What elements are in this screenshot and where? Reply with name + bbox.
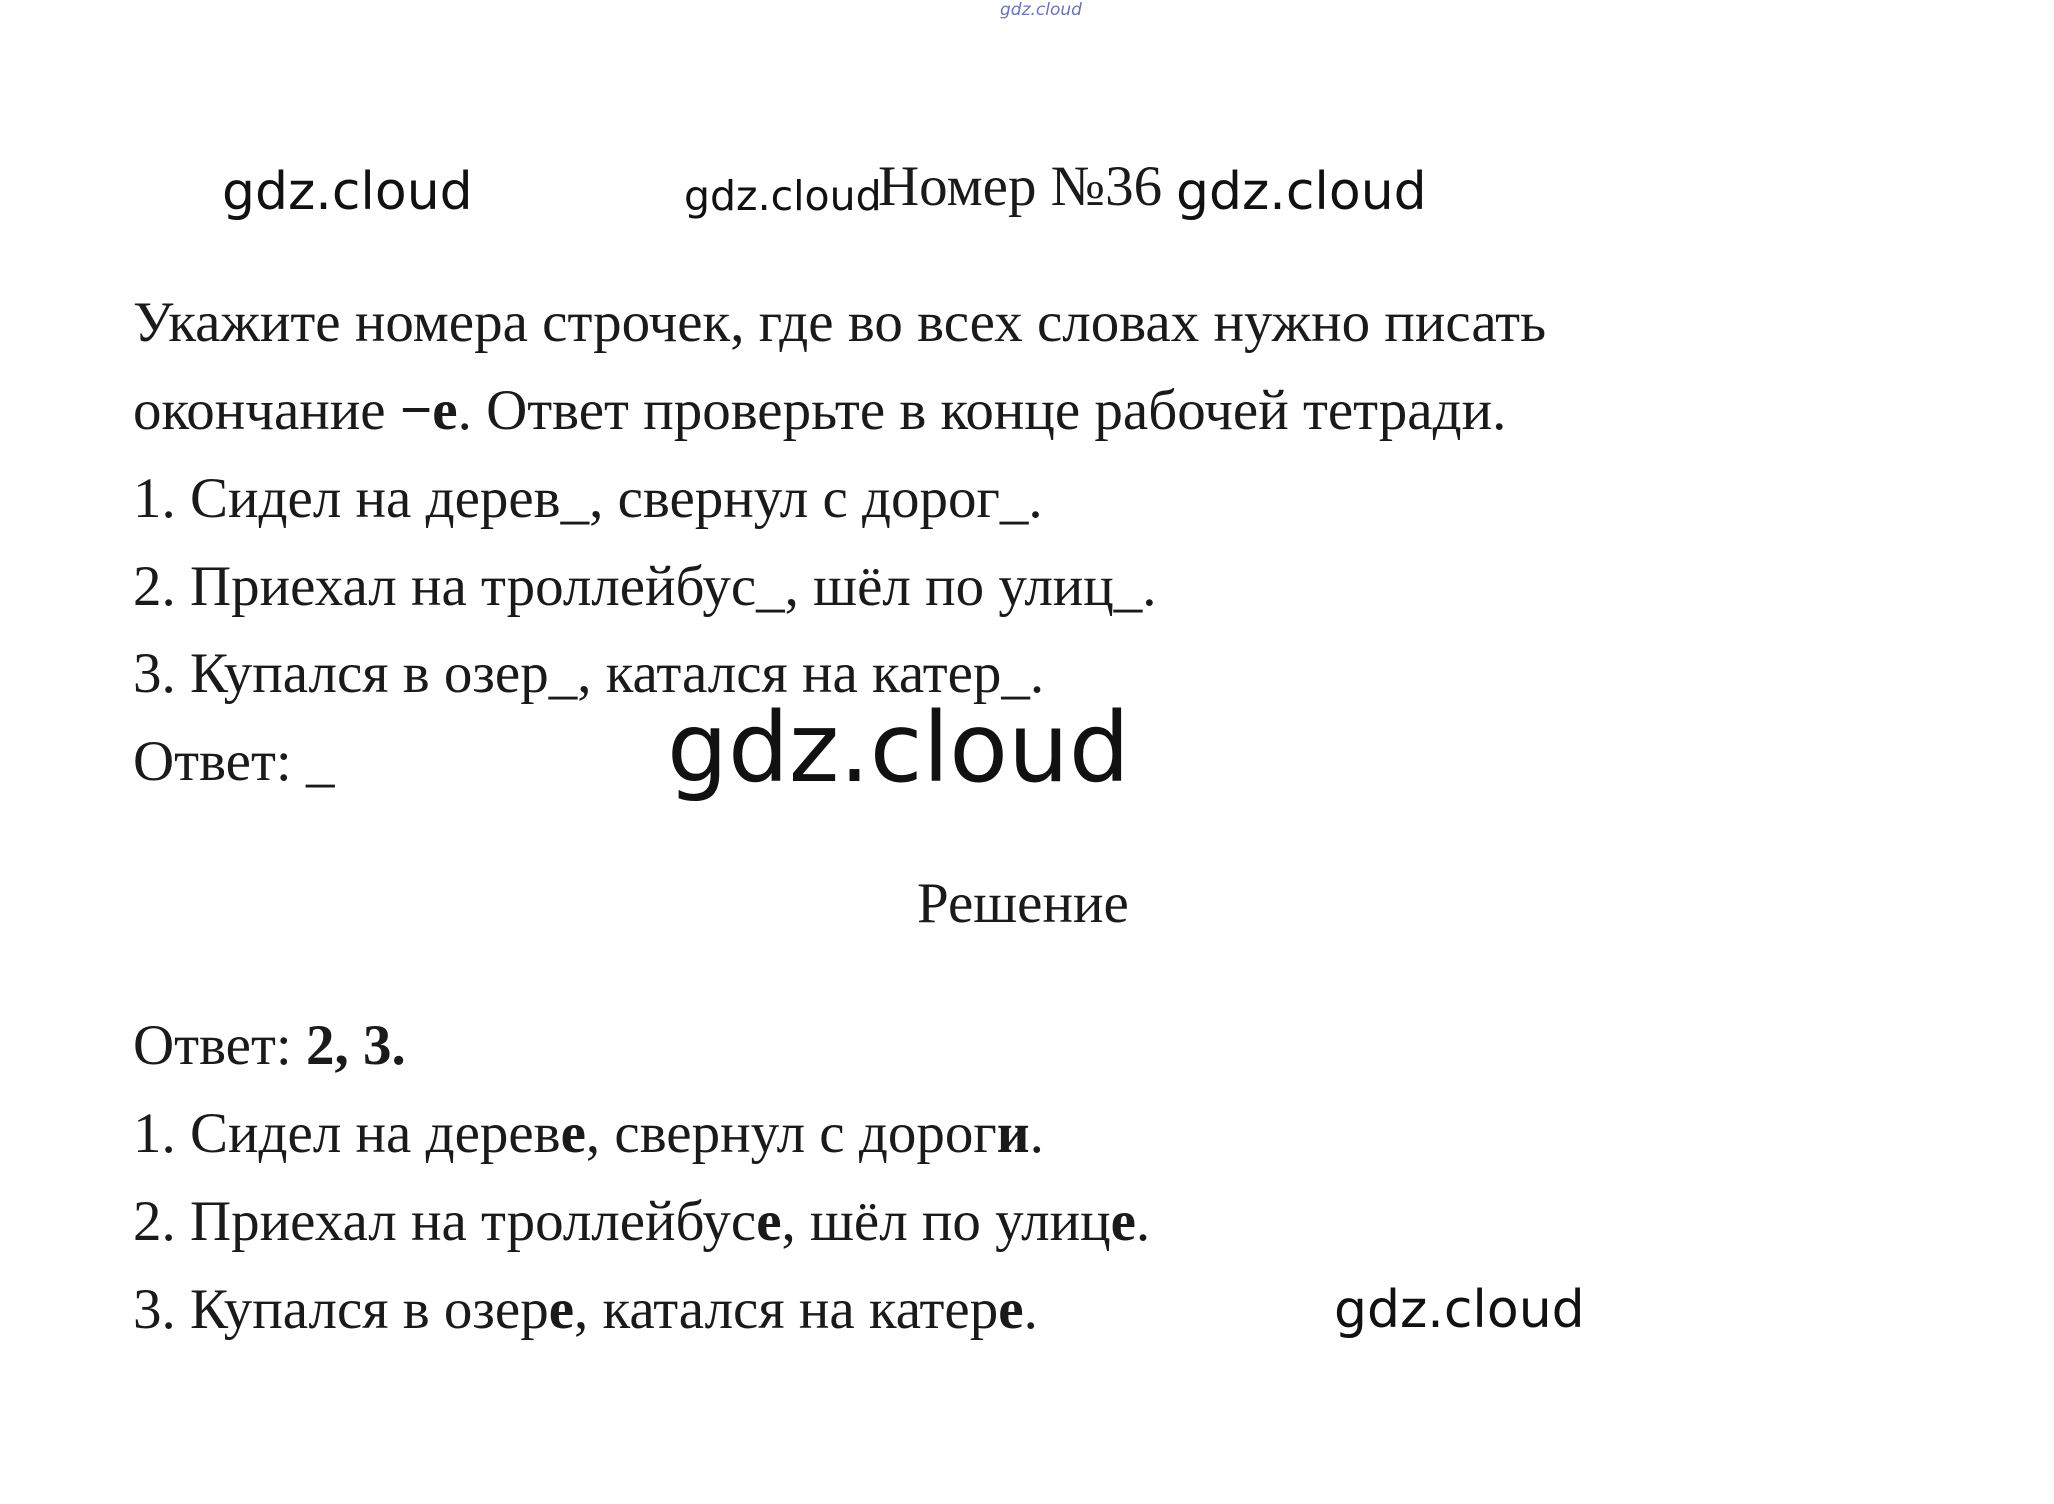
solution-ending: е: [1110, 1190, 1136, 1253]
watermark-header-left: gdz.cloud: [222, 162, 473, 222]
task-text-line-2-post: . Ответ проверьте в конце рабочей тетради.: [457, 379, 1507, 442]
solution-ending: е: [560, 1102, 586, 1165]
solution-line-text: .: [1135, 1190, 1151, 1253]
task-item-3: 3. Купался в озер_, катался на катер_.: [133, 642, 1045, 705]
solution-line-text: 3. Купался в озер: [133, 1278, 549, 1341]
page-title: Номер №36: [878, 155, 1163, 218]
solution-line-1: [133, 1102, 1044, 1165]
solution-line-text: .: [1023, 1278, 1038, 1341]
solution-line-text: 2. Приехал на троллейбус: [133, 1190, 757, 1253]
watermark-big: gdz.cloud: [667, 692, 1130, 804]
solution-line-2: [133, 1190, 1151, 1253]
task-item-1: 1. Сидел на дерев_, свернул с дорог_.: [133, 467, 1043, 530]
task-text-line-2: [133, 379, 1507, 442]
watermark-header-right: gdz.cloud: [1176, 162, 1427, 222]
solution-line-text: .: [1029, 1102, 1044, 1165]
solution-line-text: , свернул с дорог: [585, 1102, 997, 1165]
solution-heading: Решение: [917, 872, 1129, 935]
watermark-bottom: gdz.cloud: [1334, 1280, 1585, 1340]
solution-ending: е: [756, 1190, 782, 1253]
task-item-2: 2. Приехал на троллейбус_, шёл по улиц_.: [133, 555, 1157, 618]
solution-answer-label: Ответ:: [133, 1014, 306, 1077]
task-text-line-2-pre: окончание: [133, 379, 400, 442]
solution-ending: е: [548, 1278, 575, 1341]
task-ending-e: −е: [399, 379, 458, 442]
solution-answer: [133, 1014, 406, 1077]
solution-line-text: , шёл по улиц: [781, 1190, 1111, 1253]
solution-line-3: [133, 1278, 1038, 1341]
watermark-header-mid: gdz.cloud: [684, 172, 882, 220]
solution-answer-value: 2, 3.: [305, 1014, 406, 1077]
solution-line-text: 1. Сидел на дерев: [133, 1102, 561, 1165]
solution-ending: и: [996, 1102, 1030, 1165]
watermark-tiny: gdz.cloud: [1000, 0, 1082, 20]
solution-line-text: , катался на катер: [574, 1278, 999, 1341]
task-answer-blank: Ответ: _: [133, 730, 335, 793]
task-text-line-1: Укажите номера строчек, где во всех словах нужно писать: [133, 291, 1547, 354]
solution-ending: е: [998, 1278, 1024, 1341]
